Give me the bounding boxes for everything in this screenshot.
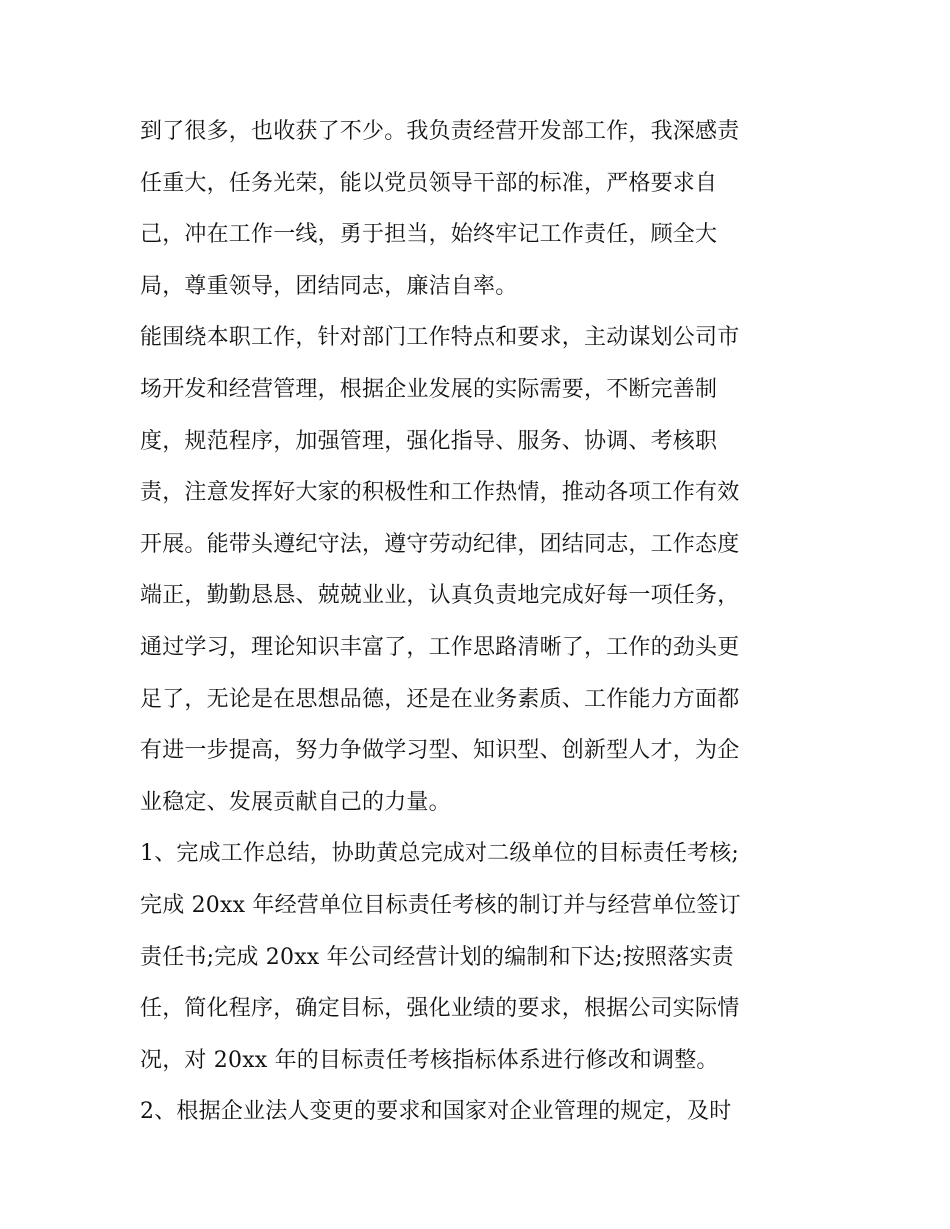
text-line: 1、完成工作总结，协助黄总完成对二级单位的目标责任考核; (140, 841, 740, 867)
text-line: 端正，勤勤恳恳、兢兢业业，认真负责地完成好每一项任务， (140, 583, 740, 609)
text-line: 足了，无论是在思想品德，还是在业务素质、工作能力方面都 (140, 686, 740, 712)
text-line: 度，规范程序，加强管理，强化指导、服务、协调、考核职 (140, 428, 718, 454)
text-line: 况，对 20xx 年的目标责任考核指标体系进行修改和调整。 (140, 1047, 719, 1073)
text-line: 开展。能带头遵纪守法，遵守劳动纪律，团结同志，工作态度 (140, 531, 740, 557)
text-line: 局，尊重领导，团结同志，廉洁自率。 (140, 273, 518, 299)
text-line: 完成 20xx 年经营单位目标责任考核的制订并与经营单位签订 (140, 892, 741, 918)
text-line: 场开发和经营管理，根据企业发展的实际需要，不断完善制 (140, 376, 718, 402)
text-line: 通过学习，理论知识丰富了，工作思路清晰了，工作的劲头更 (140, 634, 740, 660)
document-body (140, 106, 820, 1138)
text-line: 能围绕本职工作，针对部门工作特点和要求，主动谋划公司市 (140, 325, 740, 351)
text-line: 任，简化程序，确定目标，强化业绩的要求，根据公司实际情 (140, 996, 740, 1022)
text-line: 2、根据企业法人变更的要求和国家对企业管理的规定，及时 (140, 1099, 732, 1125)
text-line: 责，注意发挥好大家的积极性和工作热情，推动各项工作有效 (140, 480, 740, 506)
text-line: 业稳定、发展贡献自己的力量。 (140, 789, 451, 815)
text-line: 任重大，任务光荣，能以党员领导干部的标准，严格要求自 (140, 170, 718, 196)
text-line: 有进一步提高，努力争做学习型、知识型、创新型人才，为企 (140, 738, 740, 764)
text-line: 到了很多，也收获了不少。我负责经营开发部工作，我深感责 (140, 119, 740, 144)
text-line: 责任书;完成 20xx 年公司经营计划的编制和下达;按照落实责 (140, 944, 734, 970)
text-line: 己，冲在工作一线，勇于担当，始终牢记工作责任，顾全大 (140, 222, 718, 248)
